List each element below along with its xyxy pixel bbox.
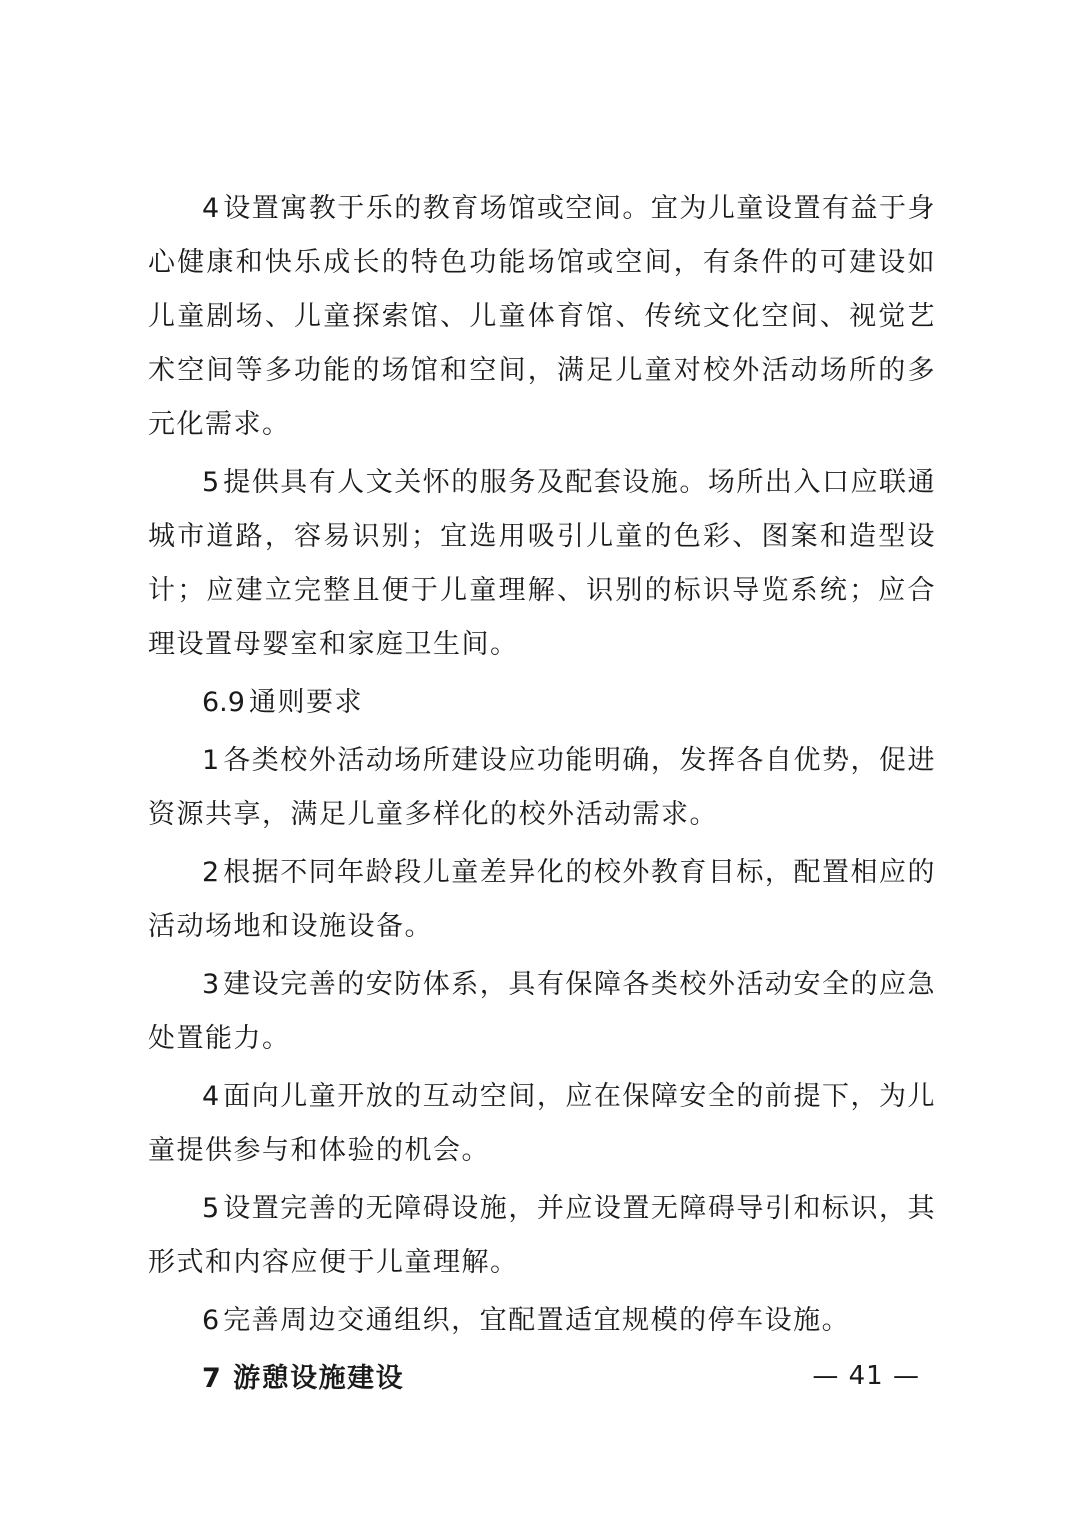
item-text: 完善周边交通组织，宜配置适宜规模的停车设施。 [223,1305,851,1336]
item-number: 1 [202,745,220,776]
item-text: 根据不同年龄段儿童差异化的校外教育目标，配置相应的活动场地和设施设备。 [148,857,936,942]
item-text: 面向儿童开放的互动空间，应在保障安全的前提下，为儿童提供参与和体验的机会。 [148,1081,936,1166]
section-heading-6-9 [148,676,936,730]
paragraph-item-1 [148,734,936,842]
paragraph-item-2 [148,846,936,954]
item-number: 4 [202,1081,220,1112]
item-text: 各类校外活动场所建设应功能明确，发挥各自优势，促进资源共享，满足儿童多样化的校外活动需求。 [148,745,936,830]
item-text: 提供具有人文关怀的服务及配套设施。场所出入口应联通城市道路，容易识别；宜选用吸引儿童的色彩、图案和造型设计；应建立完整且便于儿童理解、识别的标识导览系统；应合理设置母婴室和家庭卫生间。 [148,467,936,660]
paragraph-item-6 [148,1294,936,1348]
item-number: 5 [202,1193,220,1224]
section-title: 通则要求 [248,687,363,718]
section-number: 6.9 [202,687,245,718]
paragraph-item-4b [148,1070,936,1178]
paragraph-item-3 [148,958,936,1066]
paragraph-item-5 [148,456,936,672]
item-number: 2 [202,857,220,888]
item-number: 4 [202,193,220,224]
item-text: 建设完善的安防体系，具有保障各类校外活动安全的应急处置能力。 [148,969,936,1054]
item-number: 6 [202,1305,220,1336]
item-text: 设置寓教于乐的教育场馆或空间。宜为儿童设置有益于身心健康和快乐成长的特色功能场馆或空间，有条件的可建设如儿童剧场、儿童探索馆、儿童体育馆、传统文化空间、视觉艺术空间等多功能的场馆和空间，满足儿童对校外活动场所的多元化需求。 [148,193,936,440]
item-number: 5 [202,467,220,498]
page-number: — 41 — [812,1361,920,1391]
page-body [148,182,936,1410]
item-text: 设置完善的无障碍设施，并应设置无障碍导引和标识，其形式和内容应便于儿童理解。 [148,1193,936,1278]
item-number: 3 [202,969,220,1000]
section-heading-7: 7 游憩设施建设 [202,1363,405,1394]
paragraph-item-5b [148,1182,936,1290]
paragraph-item-4 [148,182,936,452]
